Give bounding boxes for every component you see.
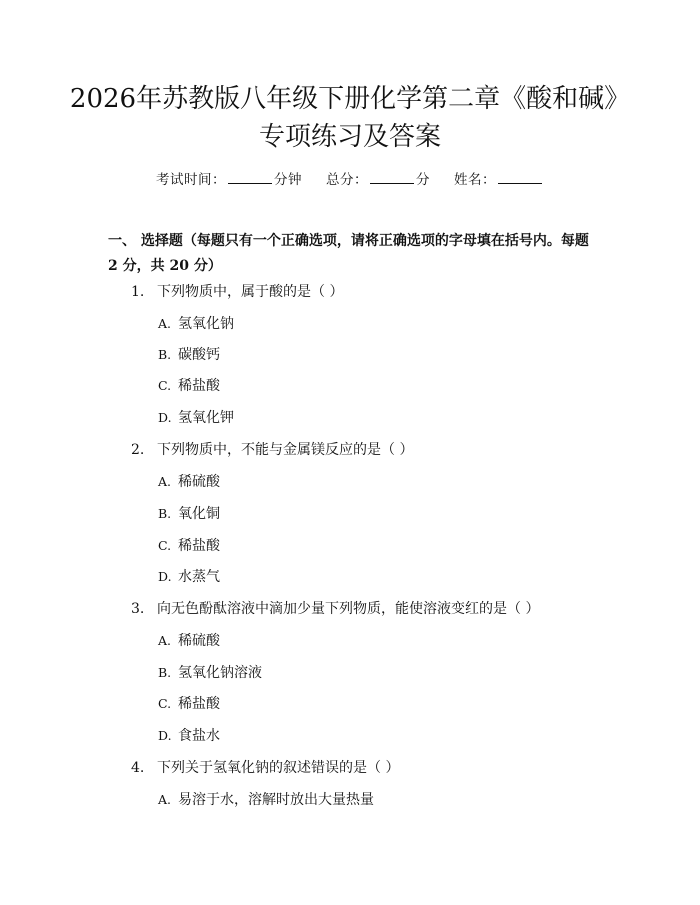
option-1d bbox=[158, 409, 234, 427]
question-text: 向无色酚酞溶液中滴加少量下列物质，能使溶液变红的是（ ） bbox=[157, 601, 540, 617]
option-label: B. bbox=[158, 665, 172, 680]
option-label: B. bbox=[158, 347, 172, 362]
option-3c bbox=[158, 695, 220, 713]
question-number: 2. bbox=[131, 442, 145, 458]
option-text: 氧化铜 bbox=[178, 506, 220, 522]
option-text: 稀盐酸 bbox=[178, 378, 220, 394]
time-label: 考试时间： bbox=[156, 172, 226, 188]
option-3d bbox=[158, 727, 220, 745]
option-label: A. bbox=[158, 633, 172, 648]
option-1a bbox=[158, 315, 234, 333]
option-label: C. bbox=[158, 696, 172, 711]
name-label: 姓名： bbox=[454, 172, 496, 188]
option-text: 水蒸气 bbox=[178, 569, 220, 585]
option-1c bbox=[158, 377, 220, 395]
time-unit: 分钟 bbox=[274, 172, 302, 188]
question-4 bbox=[131, 759, 399, 777]
option-text: 稀硫酸 bbox=[178, 474, 220, 490]
question-2 bbox=[131, 441, 413, 459]
option-label: C. bbox=[158, 538, 172, 553]
option-1b bbox=[158, 346, 220, 364]
option-label: D. bbox=[158, 728, 172, 743]
page-title: 2026年苏教版八年级下册化学第二章《酸和碱》专项练习及答案 bbox=[69, 84, 631, 152]
option-label: D. bbox=[158, 569, 172, 584]
option-2c bbox=[158, 537, 220, 555]
score-blank bbox=[370, 171, 414, 184]
exam-info-line bbox=[0, 168, 700, 188]
option-label: C. bbox=[158, 378, 172, 393]
time-blank bbox=[228, 171, 272, 184]
option-2d bbox=[158, 568, 220, 586]
option-text: 食盐水 bbox=[178, 728, 220, 744]
score-label: 总分： bbox=[326, 172, 368, 188]
question-1 bbox=[131, 283, 343, 301]
option-text: 氢氧化钾 bbox=[178, 410, 234, 426]
option-text: 稀盐酸 bbox=[178, 538, 220, 554]
question-number: 3. bbox=[131, 601, 145, 617]
question-text: 下列关于氢氧化钠的叙述错误的是（ ） bbox=[157, 760, 400, 776]
question-text: 下列物质中，属于酸的是（ ） bbox=[157, 284, 344, 300]
option-label: B. bbox=[158, 506, 172, 521]
option-2a bbox=[158, 473, 220, 491]
option-text: 氢氧化钠 bbox=[178, 316, 234, 332]
option-text: 氢氧化钠溶液 bbox=[178, 665, 262, 681]
option-label: A. bbox=[158, 474, 172, 489]
option-label: D. bbox=[158, 410, 172, 425]
option-text: 稀盐酸 bbox=[178, 696, 220, 712]
option-label: A. bbox=[158, 792, 172, 807]
question-3 bbox=[131, 600, 539, 618]
question-text: 下列物质中，不能与金属镁反应的是（ ） bbox=[157, 442, 414, 458]
section-heading: 一、 选择题（每题只有一个正确选项，请将正确选项的字母填在括号内。每题 2 分，共 20 分） bbox=[108, 233, 589, 274]
option-text: 易溶于水，溶解时放出大量热量 bbox=[178, 792, 374, 808]
option-text: 碳酸钙 bbox=[178, 347, 220, 363]
option-label: A. bbox=[158, 316, 172, 331]
option-3b bbox=[158, 664, 262, 682]
option-4a bbox=[158, 791, 374, 809]
option-2b bbox=[158, 505, 220, 523]
question-number: 4. bbox=[131, 760, 145, 776]
name-blank bbox=[498, 171, 542, 184]
option-3a bbox=[158, 632, 220, 650]
score-unit: 分 bbox=[416, 172, 430, 188]
question-number: 1. bbox=[131, 284, 145, 300]
option-text: 稀硫酸 bbox=[178, 633, 220, 649]
